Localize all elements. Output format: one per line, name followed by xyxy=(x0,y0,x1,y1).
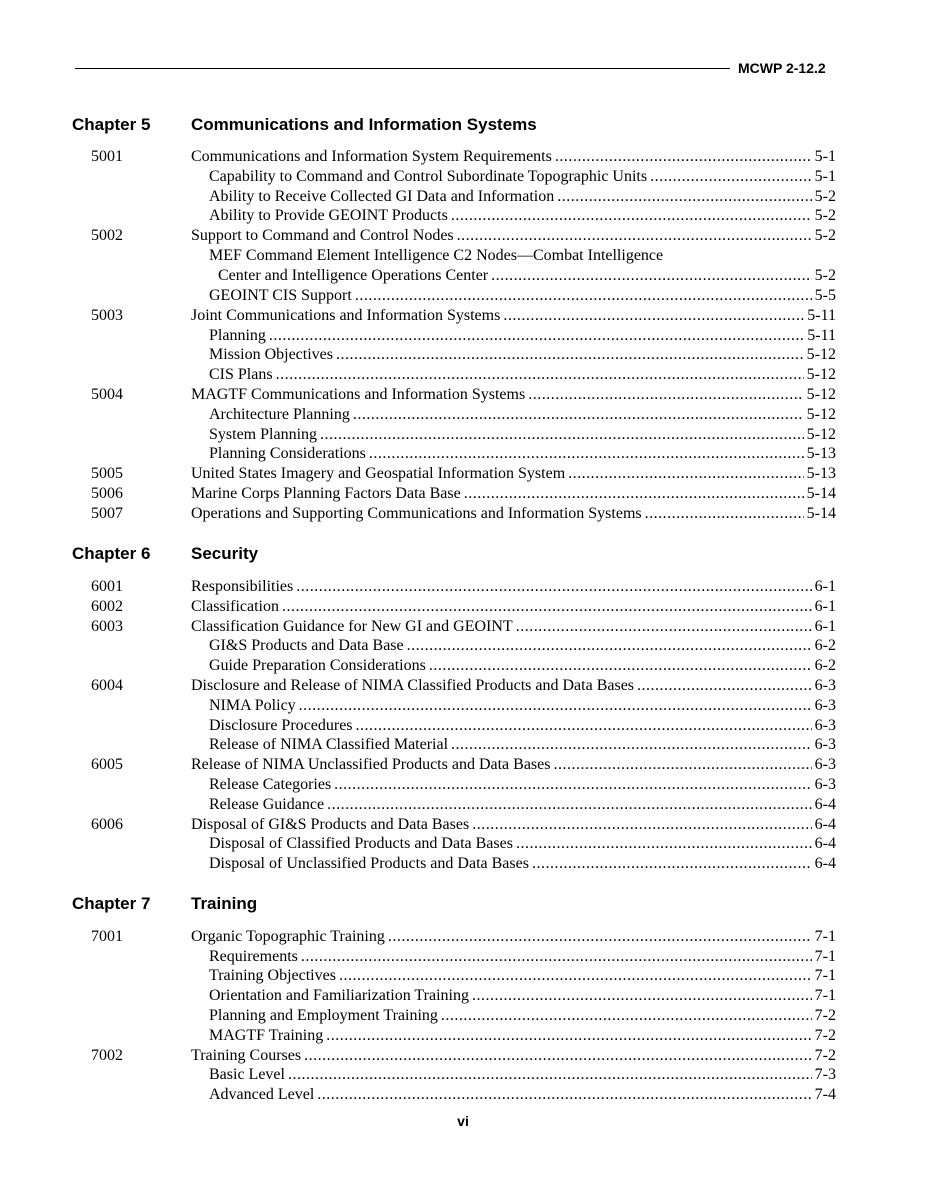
toc-entry[interactable] xyxy=(191,385,836,405)
entry-page: 7-4 xyxy=(814,1086,836,1103)
entry-title: GEOINT CIS Support xyxy=(209,287,352,304)
entry-title: NIMA Policy xyxy=(209,697,296,714)
entry-page: 5-13 xyxy=(806,445,836,462)
toc-entry[interactable] xyxy=(191,504,836,524)
chapter-title: Training xyxy=(191,894,258,913)
entry-page: 5-1 xyxy=(814,148,836,165)
toc-entry[interactable] xyxy=(191,755,836,775)
dot-leader xyxy=(296,577,811,597)
entry-page: 6-3 xyxy=(814,756,836,773)
entry-title: Mission Objectives xyxy=(209,346,333,363)
entry-page: 6-3 xyxy=(814,717,836,734)
entry-title: System Planning xyxy=(209,426,318,443)
section-number: 6003 xyxy=(91,618,123,635)
entry-title: Classification xyxy=(191,598,279,615)
entry-page: 7-1 xyxy=(814,967,836,984)
dot-leader xyxy=(369,444,804,464)
toc-entry[interactable] xyxy=(209,854,836,874)
entry-title: Basic Level xyxy=(209,1066,285,1083)
toc-entry[interactable] xyxy=(191,484,836,504)
chapter-title: Communications and Information Systems xyxy=(191,115,537,134)
entry-page: 6-3 xyxy=(814,697,836,714)
dot-leader xyxy=(464,484,804,504)
toc-entry[interactable] xyxy=(191,464,836,484)
entry-page: 7-2 xyxy=(814,1027,836,1044)
section-number: 5003 xyxy=(91,307,123,324)
dot-leader xyxy=(269,326,804,346)
dot-leader xyxy=(532,854,812,874)
dot-leader xyxy=(276,365,804,385)
toc-entry[interactable] xyxy=(191,676,836,696)
entry-page: 6-1 xyxy=(814,618,836,635)
entry-title: Disclosure Procedures xyxy=(209,717,353,734)
entry-title: Communications and Information System Requirements xyxy=(191,148,552,165)
section-number: 6004 xyxy=(91,677,123,694)
entry-page: 6-3 xyxy=(814,776,836,793)
dot-leader xyxy=(441,1006,812,1026)
toc-entry[interactable] xyxy=(209,947,836,967)
entry-title: Planning and Employment Training xyxy=(209,1007,438,1024)
entry-page: 7-2 xyxy=(814,1007,836,1024)
toc-entry[interactable] xyxy=(209,167,836,187)
dot-leader xyxy=(429,656,812,676)
toc-entry[interactable] xyxy=(191,597,836,617)
toc-entry[interactable] xyxy=(218,266,836,286)
toc-entry[interactable] xyxy=(209,966,836,986)
section-number: 5001 xyxy=(91,148,123,165)
entry-title: Planning Considerations xyxy=(209,445,366,462)
dot-leader xyxy=(339,966,812,986)
section-number: 5007 xyxy=(91,505,123,522)
toc-entry[interactable] xyxy=(209,696,836,716)
entry-page: 5-11 xyxy=(807,307,836,324)
dot-leader xyxy=(472,986,812,1006)
entry-title: Guide Preparation Considerations xyxy=(209,657,426,674)
toc-entry[interactable] xyxy=(209,444,836,464)
entry-page: 5-14 xyxy=(806,485,836,502)
entry-page: 6-1 xyxy=(814,578,836,595)
entry-title: Training Objectives xyxy=(209,967,336,984)
section-number: 6001 xyxy=(91,578,123,595)
entry-page: 5-12 xyxy=(806,366,836,383)
entry-page: 6-1 xyxy=(814,598,836,615)
entry-page: 6-4 xyxy=(814,835,836,852)
entry-page: 5-12 xyxy=(806,386,836,403)
section-number: 6002 xyxy=(91,598,123,615)
dot-leader xyxy=(451,206,812,226)
dot-leader xyxy=(388,927,812,947)
toc-entry[interactable] xyxy=(209,1085,836,1105)
entry-title: Operations and Supporting Communications and Information Systems xyxy=(191,505,642,522)
dot-leader xyxy=(320,425,804,445)
entry-title: Orientation and Familiarization Training xyxy=(209,987,469,1004)
dot-leader xyxy=(299,696,812,716)
entry-page: 7-3 xyxy=(814,1066,836,1083)
entry-title: Disposal of Classified Products and Data Bases xyxy=(209,835,513,852)
entry-title: Release Guidance xyxy=(209,796,325,813)
dot-leader xyxy=(407,636,812,656)
entry-page: 5-2 xyxy=(814,207,836,224)
entry-page: 6-2 xyxy=(814,657,836,674)
toc-entry[interactable] xyxy=(209,986,836,1006)
section-number: 7002 xyxy=(91,1047,123,1064)
entry-page: 6-3 xyxy=(814,677,836,694)
entry-page: 5-2 xyxy=(814,188,836,205)
toc-entry[interactable] xyxy=(191,306,836,326)
entry-page: 6-4 xyxy=(814,796,836,813)
section-number: 7001 xyxy=(91,928,123,945)
entry-title: Disclosure and Release of NIMA Classified Products and Data Bases xyxy=(191,677,635,694)
dot-leader xyxy=(288,1065,812,1085)
chapter-heading[interactable] xyxy=(72,894,852,916)
toc-entry[interactable] xyxy=(209,365,836,385)
toc-entry[interactable] xyxy=(209,405,836,425)
entry-page: 6-4 xyxy=(814,855,836,872)
entry-page: 5-12 xyxy=(806,426,836,443)
toc-entry[interactable] xyxy=(209,735,836,755)
entry-title: MAGTF Communications and Information Systems xyxy=(191,386,526,403)
chapter-title: Security xyxy=(191,544,259,563)
entry-page: 6-3 xyxy=(814,736,836,753)
section-number: 5005 xyxy=(91,465,123,482)
toc-entry[interactable] xyxy=(209,775,836,795)
entry-title: Marine Corps Planning Factors Data Base xyxy=(191,485,461,502)
entry-title: Release Categories xyxy=(209,776,332,793)
entry-page: 7-1 xyxy=(814,928,836,945)
entry-title: Capability to Command and Control Subordinate Topographic Units xyxy=(209,168,648,185)
section-number: 5006 xyxy=(91,485,123,502)
toc-entry[interactable] xyxy=(191,226,836,246)
dot-leader xyxy=(557,187,811,207)
dot-leader xyxy=(326,1026,811,1046)
toc-entry[interactable] xyxy=(191,577,836,597)
toc-entry[interactable] xyxy=(209,795,836,815)
entry-page: 6-2 xyxy=(814,637,836,654)
entry-title: Responsibilities xyxy=(191,578,294,595)
toc-entry-line[interactable]: MEF Command Element Intelligence C2 Nodes—Combat Intelligence xyxy=(209,247,664,264)
section-number: 5002 xyxy=(91,227,123,244)
section-number: 6006 xyxy=(91,816,123,833)
toc-entry[interactable] xyxy=(209,1026,836,1046)
dot-leader xyxy=(304,1046,812,1066)
publication-id: MCWP 2-12.2 xyxy=(738,60,826,76)
entry-title: Requirements xyxy=(209,948,298,965)
section-number: 6005 xyxy=(91,756,123,773)
dot-leader xyxy=(336,345,804,365)
dot-leader xyxy=(568,464,804,484)
toc-entry[interactable] xyxy=(191,927,836,947)
dot-leader xyxy=(472,815,811,835)
chapter-heading[interactable] xyxy=(72,544,852,566)
dot-leader xyxy=(301,947,812,967)
entry-page: 5-14 xyxy=(806,505,836,522)
toc-entry[interactable] xyxy=(209,1065,836,1085)
dot-leader xyxy=(355,286,812,306)
entry-page: 7-2 xyxy=(814,1047,836,1064)
chapter-number: Chapter 5 xyxy=(72,115,151,134)
toc-entry[interactable] xyxy=(209,286,836,306)
entry-title: Classification Guidance for New GI and GEOINT xyxy=(191,618,513,635)
entry-title: GI&S Products and Data Base xyxy=(209,637,404,654)
dot-leader xyxy=(353,405,804,425)
toc-entry[interactable] xyxy=(191,617,836,637)
page-number: vi xyxy=(457,1113,469,1129)
entry-title: Release of NIMA Unclassified Products and Data Bases xyxy=(191,756,551,773)
dot-leader xyxy=(553,755,811,775)
toc-entry[interactable] xyxy=(209,656,836,676)
entry-page: 5-13 xyxy=(806,465,836,482)
dot-leader xyxy=(555,147,812,167)
toc-entry[interactable] xyxy=(209,345,836,365)
dot-leader xyxy=(650,167,812,187)
entry-title: United States Imagery and Geospatial Information System xyxy=(191,465,566,482)
toc-entry[interactable] xyxy=(191,147,836,167)
entry-title: Ability to Receive Collected GI Data and Information xyxy=(209,188,555,205)
header-rule xyxy=(75,68,730,69)
entry-title: Training Courses xyxy=(191,1047,302,1064)
toc-entry[interactable] xyxy=(191,815,836,835)
entry-title: Architecture Planning xyxy=(209,406,350,423)
chapter-number: Chapter 7 xyxy=(72,894,151,913)
entry-page: 5-12 xyxy=(806,346,836,363)
entry-page: 7-1 xyxy=(814,948,836,965)
dot-leader xyxy=(528,385,803,405)
entry-title: Disposal of Unclassified Products and Data Bases xyxy=(209,855,529,872)
dot-leader xyxy=(516,617,812,637)
entry-page: 5-11 xyxy=(807,327,836,344)
toc-entry[interactable] xyxy=(209,187,836,207)
dot-leader xyxy=(491,266,812,286)
dot-leader xyxy=(516,834,812,854)
toc-entry[interactable] xyxy=(209,326,836,346)
chapter-heading[interactable] xyxy=(72,115,852,137)
dot-leader xyxy=(503,306,804,326)
entry-title: Advanced Level xyxy=(209,1086,315,1103)
entry-title: CIS Plans xyxy=(209,366,273,383)
dot-leader xyxy=(637,676,812,696)
dot-leader xyxy=(317,1085,811,1105)
entry-title: Organic Topographic Training xyxy=(191,928,385,945)
toc-entry[interactable] xyxy=(209,206,836,226)
entry-title: Ability to Provide GEOINT Products xyxy=(209,207,448,224)
toc-entry[interactable] xyxy=(191,1046,836,1066)
toc-entry[interactable] xyxy=(209,425,836,445)
chapter-number: Chapter 6 xyxy=(72,544,151,563)
dot-leader xyxy=(356,716,812,736)
entry-title: Support to Command and Control Nodes xyxy=(191,227,454,244)
entry-page: 5-12 xyxy=(806,406,836,423)
entry-page: 5-2 xyxy=(814,267,836,284)
toc-entry[interactable] xyxy=(209,636,836,656)
dot-leader xyxy=(334,775,812,795)
section-number: 5004 xyxy=(91,386,123,403)
dot-leader xyxy=(282,597,812,617)
entry-title: Release of NIMA Classified Material xyxy=(209,736,449,753)
dot-leader xyxy=(451,735,812,755)
entry-title: Disposal of GI&S Products and Data Bases xyxy=(191,816,470,833)
entry-page: 5-1 xyxy=(814,168,836,185)
entry-page: 5-2 xyxy=(814,227,836,244)
entry-page: 5-5 xyxy=(814,287,836,304)
entry-title: Center and Intelligence Operations Center xyxy=(218,267,489,284)
toc-entry[interactable] xyxy=(209,1006,836,1026)
entry-title: Planning xyxy=(209,327,266,344)
toc-entry[interactable] xyxy=(209,716,836,736)
entry-title: MAGTF Training xyxy=(209,1027,324,1044)
entry-page: 6-4 xyxy=(814,816,836,833)
toc-entry[interactable] xyxy=(209,834,836,854)
entry-title: Joint Communications and Information Systems xyxy=(191,307,501,324)
entry-page: 7-1 xyxy=(814,987,836,1004)
dot-leader xyxy=(457,226,812,246)
dot-leader xyxy=(645,504,804,524)
dot-leader xyxy=(327,795,812,815)
